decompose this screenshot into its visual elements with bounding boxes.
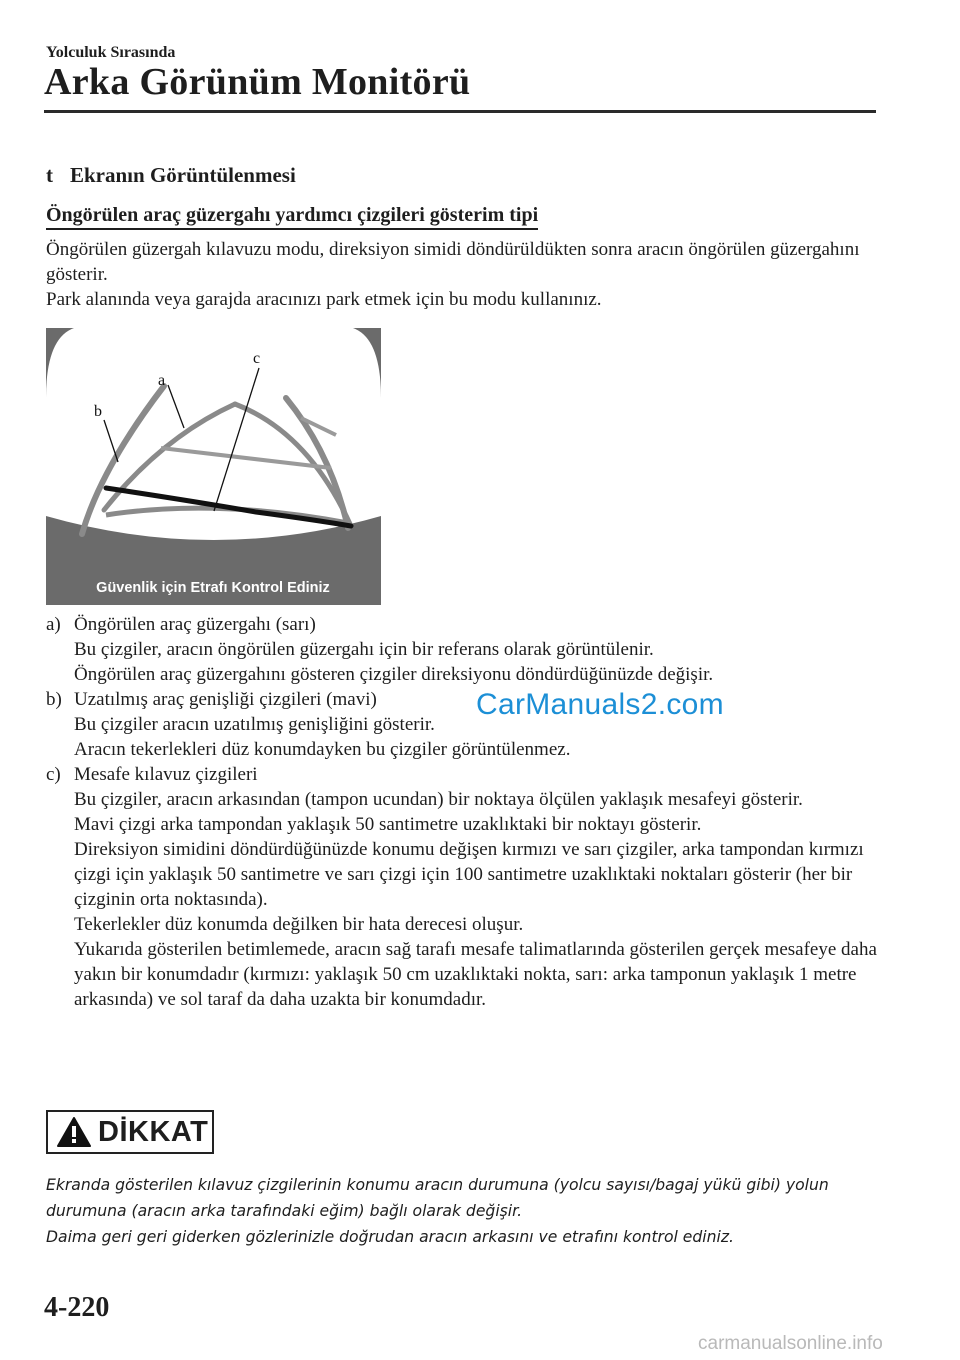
legend-list <box>46 612 886 1012</box>
legend-line: Bu çizgiler aracın uzatılmış genişliğini gösterir. <box>74 714 435 735</box>
intro-paragraph-1: Öngörülen güzergah kılavuzu modu, direksiyon simidi döndürüldükten sonra aracın öngörülen güzergahını gösterir. <box>46 239 860 285</box>
rear-view-diagram-svg <box>46 328 381 605</box>
section-heading-text: Ekranın Görüntülenmesi <box>70 163 296 187</box>
legend-line: Direksiyon simidini döndürdüğünüzde konumu değişen kırmızı ve sarı çizgiler, arka tampondan kırmızı çizgi için yaklaşık 50 santimetre ve sarı çizgi için 100 santimetre uzaklıktaki noktaları gösterir (her bir çizginin orta noktasında). <box>74 839 864 910</box>
caution-label: DİKKAT <box>98 1115 209 1148</box>
legend-line: Bu çizgiler, aracın arkasından (tampon ucundan) bir noktaya ölçülen yaklaşık mesafeyi gösterir. <box>74 789 803 810</box>
page-title: Arka Görünüm Monitörü <box>44 61 471 103</box>
rear-view-diagram <box>46 328 381 605</box>
caution-box <box>46 1110 214 1154</box>
legend-title: Öngörülen araç güzergahı (sarı) <box>74 614 316 635</box>
title-rule <box>44 110 876 113</box>
legend-line: Mavi çizgi arka tampondan yaklaşık 50 santimetre uzaklıktaki bir noktayı gösterir. <box>74 814 702 835</box>
carmanuals-watermark: CarManuals2.com <box>476 688 724 721</box>
legend-title: Uzatılmış araç genişliği çizgileri (mavi) <box>74 689 377 710</box>
label-b: b <box>94 403 102 420</box>
legend-line: Yukarıda gösterilen betimlemede, aracın sağ tarafı mesafe talimatlarında gösterilen gerçek mesafeye daha yakın bir konumdadır (kırmızı: yaklaşık 50 cm uzaklıktaki nokta, sarı: arka tamponun yaklaşık 1 metre arkasında) ve sol taraf da daha uzakta bir konumdadır. <box>74 939 877 1010</box>
legend-line: Bu çizgiler, aracın öngörülen güzergahı için bir referans olarak görüntülenir. <box>74 639 654 660</box>
site-watermark: carmanualsonline.info <box>698 1333 883 1354</box>
legend-marker: c) <box>46 764 61 785</box>
legend-item-c <box>46 762 886 1012</box>
label-c: c <box>253 350 261 367</box>
caution-line: Ekranda gösterilen kılavuz çizgilerinin konumu aracın durumuna (yolcu sayısı/bagaj yükü gibi) yolun durumuna (aracın arka tarafındaki eğim) bağlı olarak değişir. <box>46 1176 829 1220</box>
legend-line: Aracın tekerlekleri düz konumdayken bu çizgiler görüntülenmez. <box>74 739 571 760</box>
legend-line: Tekerlekler düz konumda değilken bir hata derecesi oluşur. <box>74 914 524 935</box>
label-a: a <box>158 372 166 389</box>
diagram-caption: Güvenlik için Etrafı Kontrol Ediniz <box>96 580 330 596</box>
legend-item-a <box>46 612 886 687</box>
sub-heading <box>46 204 538 230</box>
sub-heading-text: Öngörülen araç güzergahı yardımcı çizgileri gösterim tipi <box>46 204 538 230</box>
legend-line: Öngörülen araç güzergahını gösteren çizgiler direksiyonu döndürdüğünüzde değişir. <box>74 664 714 685</box>
section-heading <box>46 163 296 188</box>
legend-title: Mesafe kılavuz çizgileri <box>74 764 258 785</box>
legend-item-b <box>46 687 886 762</box>
legend-marker: b) <box>46 689 62 710</box>
page-number: 4-220 <box>44 1292 110 1323</box>
section-bullet: t <box>46 163 53 187</box>
legend-marker: a) <box>46 614 61 635</box>
warning-triangle-icon <box>56 1116 92 1148</box>
running-head: Yolculuk Sırasında <box>46 44 176 61</box>
caution-line: Daima geri geri giderken gözlerinizle doğrudan aracın arkasını ve etrafını kontrol ediniz. <box>46 1228 734 1246</box>
caution-text <box>46 1172 896 1250</box>
intro-paragraph-2: Park alanında veya garajda aracınızı park etmek için bu modu kullanınız. <box>46 289 602 310</box>
